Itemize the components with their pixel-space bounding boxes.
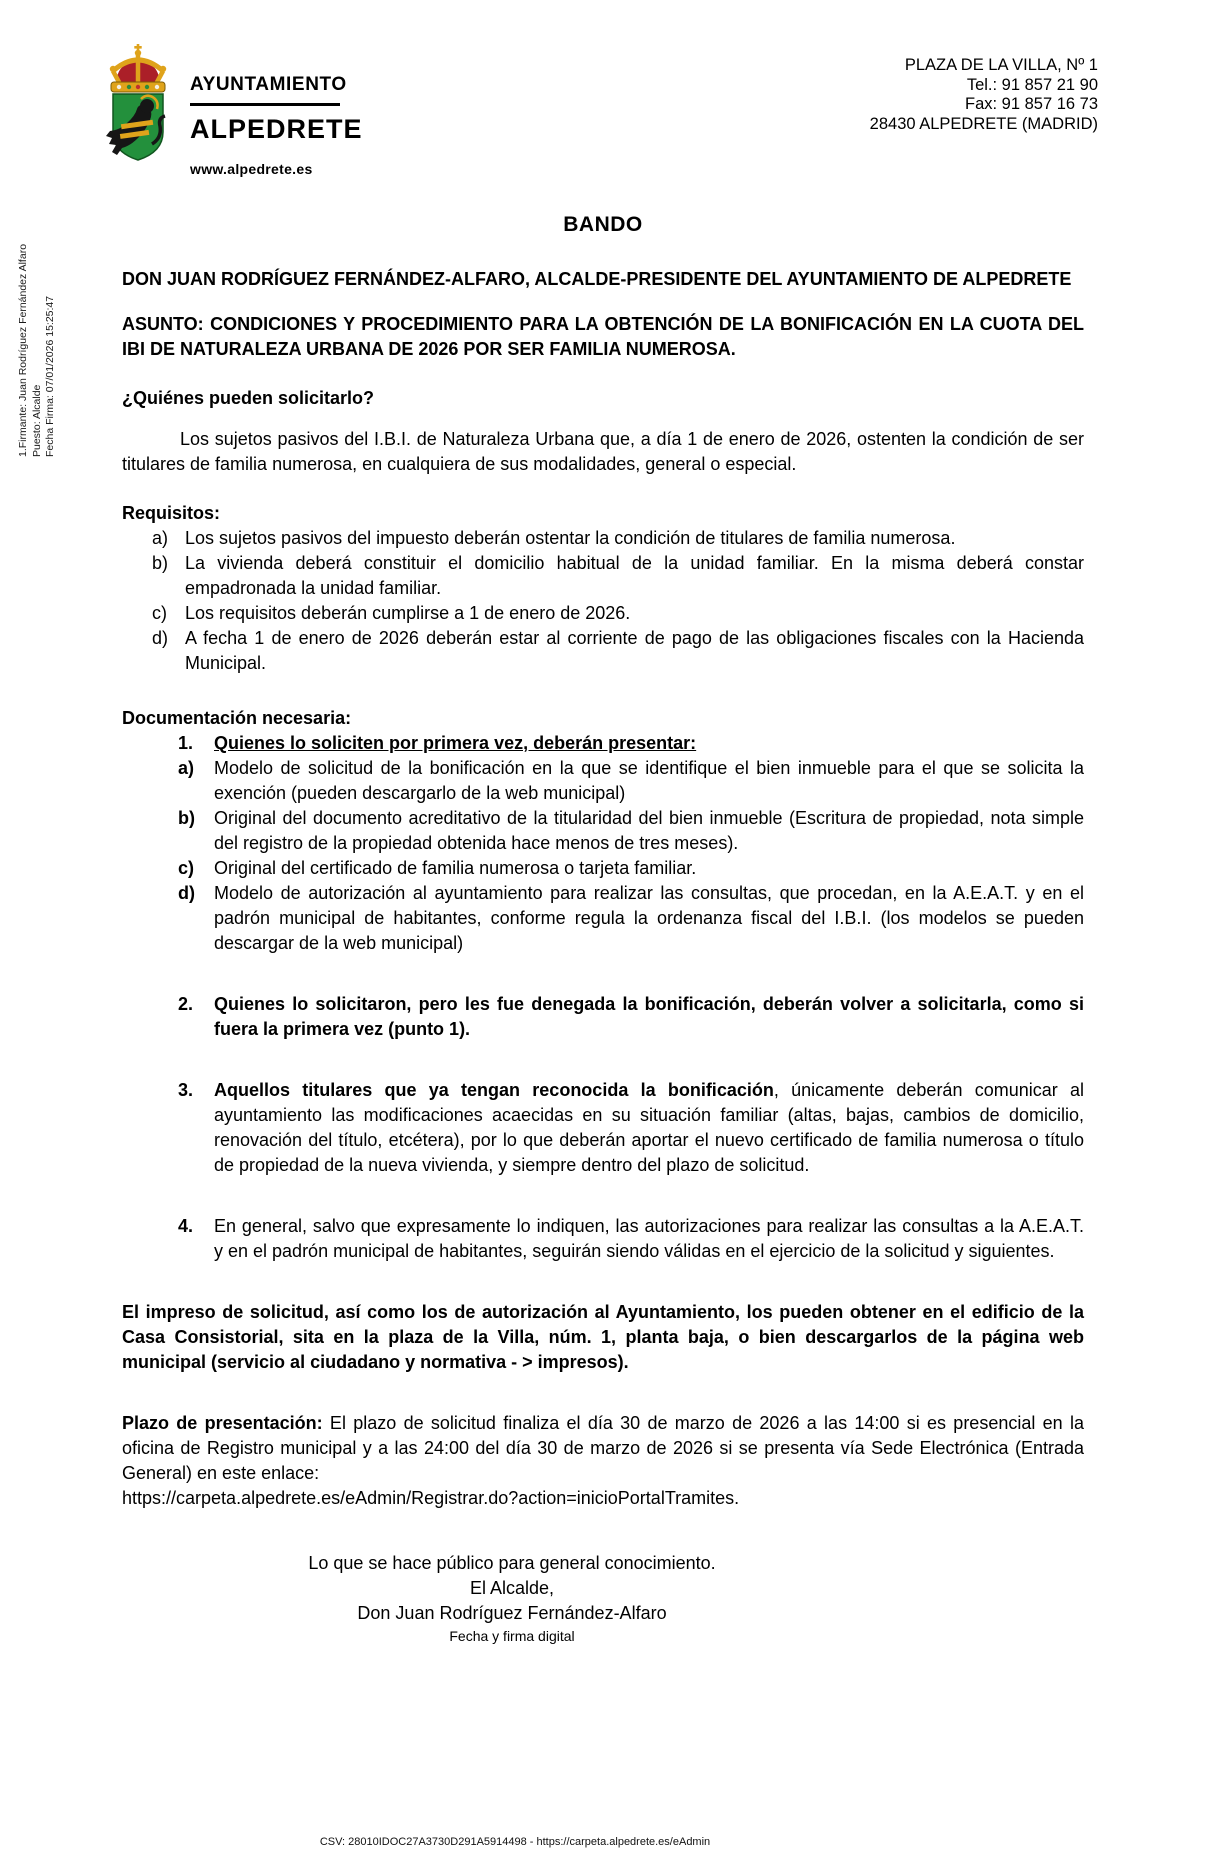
forms-info-paragraph: El impreso de solicitud, así como los de autorización al Ayuntamiento, los pueden obtener en el edificio de la Casa Consistorial, sita en la plaza de la Villa, núm. 1, planta baja, o bien descargarlos de la página web municipal (servicio al ciudadano y normativa - > impresos). (122, 1302, 1084, 1372)
doc-subitem (122, 806, 1084, 856)
doc-item-bold-text: Aquellos titulares que ya tengan reconocida la bonificación (214, 1080, 774, 1100)
deadline-link-line (122, 1486, 1084, 1511)
closing-public-notice: Lo que se hace público para general conocimiento. (308, 1553, 716, 1573)
requirement-item (122, 551, 1084, 601)
doc-item-first-time (122, 731, 1084, 756)
document-body (122, 200, 1084, 1646)
org-divider (190, 103, 340, 106)
document-title: BANDO (563, 213, 643, 236)
org-name-top: AYUNTAMIENTO (190, 74, 347, 95)
address-block (870, 56, 1098, 134)
doc-subitem (122, 881, 1084, 956)
crown-icon (110, 44, 166, 92)
address-city: 28430 ALPEDRETE (MADRID) (869, 114, 1098, 133)
deadline-text: El plazo de solicitud finaliza el día 30 de marzo de 2026 a las 14:00 si es presencial en la oficina de Registro municipal y a las 24:00 del día 30 de marzo de 2026 si se presenta vía Sede Electrónica (Entrada General) en este enlace: (122, 1413, 1084, 1483)
registration-link[interactable]: https://carpeta.alpedrete.es/eAdmin/Registrar.do?action=inicioPortalTramites. (122, 1488, 740, 1508)
doc-item-number: 3. (178, 1080, 194, 1100)
doc-subitem-text: Original del certificado de familia numerosa o tarjeta familiar. (214, 858, 697, 878)
requirements-heading: Requisitos: (122, 503, 221, 523)
subject-paragraph: ASUNTO: CONDICIONES Y PROCEDIMIENTO PARA LA OBTENCIÓN DE LA BONIFICACIÓN EN LA CUOTA DEL IBI DE NATURALEZA URBANA DE 2026 POR SER FAMILIA NUMEROSA. (122, 314, 1084, 359)
doc-subitem-marker: b) (178, 808, 195, 828)
requirement-marker: d) (152, 628, 169, 648)
signature-date: Fecha Firma: 07/01/2026 15:25:47 (44, 295, 56, 457)
org-website: www.alpedrete.es (190, 161, 313, 177)
requirement-item (122, 601, 1084, 626)
requirement-text: Los requisitos deberán cumplirse a 1 de enero de 2026. (185, 603, 631, 623)
requirement-item (122, 626, 1084, 676)
doc-item-text: , únicamente deberán comunicar al ayuntamiento las modificaciones acaecidas en su situación familiar (altas, bajas, cambios de domicilio, renovación del título, etcétera), por lo que deberán aportar el nuevo certificado de familia numerosa o título de propiedad de la nueva vivienda, y siempre dentro del plazo de solicitud. (214, 1080, 1084, 1175)
who-paragraph: Los sujetos pasivos del I.B.I. de Naturaleza Urbana que, a día 1 de enero de 2026, ostenten la condición de ser titulares de familia numerosa, en cualquiera de sus modalidades, general o especial. (122, 429, 1084, 474)
signature-signer: 1.Firmante: Juan Rodríguez Fernández Alfaro (17, 243, 29, 457)
requirement-marker: b) (152, 553, 169, 573)
doc-item-denied (122, 992, 1084, 1042)
doc-subitem-text: Modelo de autorización al ayuntamiento para realizar las consultas, que procedan, en la A.E.A.T. y en el padrón municipal de habitantes, conforme regula la ordenanza fiscal del I.B.I. (los modelos se pueden descargar de la web municipal) (214, 883, 1084, 953)
closing-block (122, 1551, 902, 1646)
doc-subitem-marker: c) (178, 858, 195, 878)
presenter-paragraph: DON JUAN RODRÍGUEZ FERNÁNDEZ-ALFARO, ALCALDE-PRESIDENTE DEL AYUNTAMIENTO DE ALPEDRETE (122, 269, 1072, 289)
doc-item-text: Quienes lo solicitaron, pero les fue denegada la bonificación, deberán volver a solicitarla, como si fuera la primera vez (punto 1). (214, 994, 1084, 1039)
closing-signer-name: Don Juan Rodríguez Fernández-Alfaro (357, 1603, 667, 1623)
doc-subitem-text: Modelo de solicitud de la bonificación en la que se identifique el bien inmueble para el que se solicita la exención (pueden descargarlo de la web municipal) (214, 758, 1084, 803)
doc-subitem (122, 856, 1084, 881)
doc-subitem-marker: a) (178, 758, 195, 778)
deadline-paragraph (122, 1411, 1084, 1486)
closing-digital-signature-note: Fecha y firma digital (449, 1628, 575, 1644)
doc-subitem-text: Original del documento acreditativo de la titularidad del bien inmueble (Escritura de propiedad, nota simple del registro de la propiedad obtenida hace menos de tres meses). (214, 808, 1084, 853)
alpedrete-coat-of-arms-icon (96, 44, 180, 164)
org-name-bottom: ALPEDRETE (190, 114, 363, 144)
requirement-item (122, 526, 1084, 551)
requirement-text: A fecha 1 de enero de 2026 deberán estar al corriente de pago de las obligaciones fiscales con la Hacienda Municipal. (185, 628, 1084, 673)
csv-footer: CSV: 28010IDOC27A3730D291A5914498 - https://carpeta.alpedrete.es/eAdmin (319, 1836, 711, 1848)
doc-item-already-granted (122, 1078, 1084, 1178)
shield-icon (106, 94, 165, 160)
requirement-text: Los sujetos pasivos del impuesto deberán ostentar la condición de titulares de familia numerosa. (185, 528, 956, 548)
doc-item-number: 4. (178, 1216, 194, 1236)
address-phone: Tel.: 91 857 21 90 (966, 75, 1098, 94)
doc-item-number: 1. (178, 733, 194, 753)
who-heading: ¿Quiénes pueden solicitarlo? (122, 388, 375, 408)
requirement-marker: a) (152, 528, 169, 548)
signature-role: Puesto: Alcalde (30, 384, 43, 457)
address-line: PLAZA DE LA VILLA, Nº 1 (904, 56, 1098, 74)
requirement-marker: c) (152, 603, 167, 623)
doc-item-number: 2. (178, 994, 194, 1014)
doc-item-title: Quienes lo soliciten por primera vez, deberán presentar: (214, 733, 697, 753)
doc-subitem-marker: d) (178, 883, 195, 903)
doc-subitem (122, 756, 1084, 806)
documentation-heading: Documentación necesaria: (122, 708, 352, 728)
org-name-block (190, 74, 363, 177)
signature-metadata-strip (17, 215, 58, 457)
doc-item-general (122, 1214, 1084, 1264)
deadline-label: Plazo de presentación: (122, 1413, 323, 1433)
doc-item-text: En general, salvo que expresamente lo indiquen, las autorizaciones para realizar las consultas a la A.E.A.T. y en el padrón municipal de habitantes, seguirán siendo válidas en el ejercicio de la solicitud y siguientes. (214, 1216, 1084, 1261)
closing-role: El Alcalde, (469, 1578, 555, 1598)
requirement-text: La vivienda deberá constituir el domicilio habitual de la unidad familiar. En la misma deberá constar empadronada la unidad familiar. (185, 553, 1084, 598)
address-fax: Fax: 91 857 16 73 (964, 95, 1098, 113)
